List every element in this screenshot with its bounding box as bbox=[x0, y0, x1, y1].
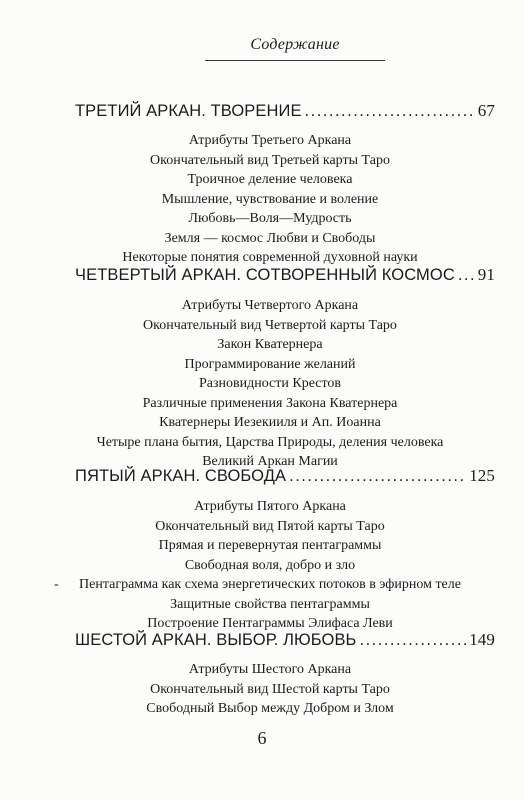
list-item: Окончательный вид Пятой карты Таро bbox=[155, 518, 385, 534]
list-item: Четыре плана бытия, Царства Природы, деления человека bbox=[96, 434, 444, 450]
list-item: Кватернеры Иезекииля и Ап. Иоанна bbox=[159, 415, 381, 430]
chapter-entry bbox=[75, 466, 495, 486]
list-item: Земля — космос Любви и Свободы bbox=[164, 230, 376, 246]
list-item: Троичное деление человека bbox=[187, 172, 353, 187]
chapter-entry bbox=[75, 101, 495, 121]
list-item: Прямая и перевернутая пентаграммы bbox=[158, 538, 382, 553]
list-item: Закон Кватернера bbox=[217, 337, 323, 352]
chapter-page-number: 149 bbox=[469, 630, 495, 649]
list-item: Атрибуты Четвертого Аркана bbox=[181, 298, 359, 313]
list-item: Различные применения Закона Кватернера bbox=[142, 395, 398, 411]
list-item: Атрибуты Пятого Аркана bbox=[194, 499, 346, 514]
list-item: Окончательный вид Третьей карты Таро bbox=[150, 152, 390, 168]
chapter-page-number: 67 bbox=[477, 101, 495, 120]
list-item: Мышление, чувствование и воление bbox=[161, 191, 379, 207]
chapter-subsections bbox=[54, 497, 480, 634]
list-item-marked bbox=[54, 575, 480, 595]
list-item: Защитные свойства пентаграммы bbox=[170, 596, 370, 612]
leader-dots bbox=[289, 467, 466, 486]
chapter-title: ШЕСТОЙ АРКАН. ВЫБОР. ЛЮБОВЬ bbox=[75, 631, 357, 649]
chapter-page-number: 91 bbox=[477, 265, 495, 284]
list-item: Свободная воля, добро и зло bbox=[184, 557, 356, 573]
list-item: Любовь—Воля—Мудрость bbox=[188, 211, 352, 226]
leader-dots bbox=[359, 631, 466, 650]
chapter-page-number: 125 bbox=[469, 466, 495, 485]
list-item: Окончательный вид Четвертой карты Таро bbox=[143, 317, 397, 333]
list-item: Великий Аркан Магии bbox=[202, 454, 338, 469]
page-number: 6 bbox=[257, 728, 267, 748]
list-item: Программирование желаний bbox=[184, 356, 356, 372]
list-item-text: Пентаграмма как схема энергетических потоков в эфирном теле bbox=[79, 577, 461, 592]
margin-dash-mark: - bbox=[54, 577, 59, 592]
chapter-entry bbox=[75, 630, 495, 650]
chapter-entry bbox=[75, 265, 495, 285]
list-item: Некоторые понятия современной духовной науки bbox=[122, 250, 418, 265]
list-item: Окончательный вид Шестой карты Таро bbox=[150, 681, 390, 697]
list-item: Свободный Выбор между Добром и Злом bbox=[146, 701, 394, 716]
list-item: Разновидности Крестов bbox=[198, 376, 342, 391]
list-item: Атрибуты Шестого Аркана bbox=[188, 662, 352, 677]
running-head-rule bbox=[205, 60, 385, 61]
chapter-title: ТРЕТИЙ АРКАН. ТВОРЕНИЕ bbox=[75, 102, 302, 120]
chapter-title: ЧЕТВЕРТЫЙ АРКАН. СОТВОРЕННЫЙ КОСМОС bbox=[75, 266, 455, 284]
chapter-subsections bbox=[60, 660, 480, 719]
chapter-title: ПЯТЫЙ АРКАН. СВОБОДА bbox=[75, 467, 287, 485]
list-item: Атрибуты Третьего Аркана bbox=[188, 133, 352, 148]
list-item: Построение Пентаграммы Элифаса Леви bbox=[147, 616, 393, 631]
chapter-subsections bbox=[60, 131, 480, 268]
leader-dots bbox=[458, 266, 475, 285]
chapter-subsections bbox=[60, 296, 480, 472]
leader-dots bbox=[305, 102, 475, 121]
running-head: Содержание bbox=[250, 36, 340, 53]
